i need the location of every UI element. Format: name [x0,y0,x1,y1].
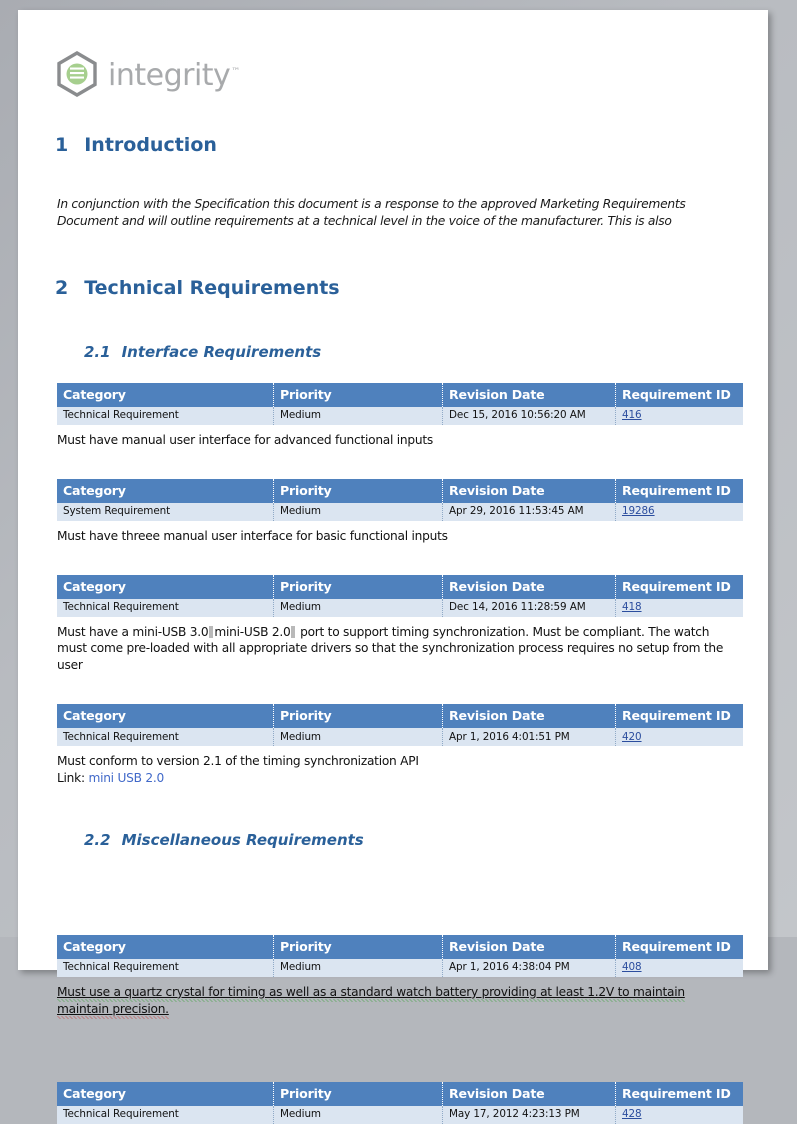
hexagon-logo-icon [55,51,99,97]
table-header-row [57,479,743,503]
cell-requirement-id [616,503,744,521]
cell-priority: Medium [274,959,443,977]
cell-revision-date: Apr 1, 2016 4:01:51 PM [443,728,616,746]
requirement-block [57,1082,738,1124]
heading-title: Technical Requirements [84,276,340,299]
requirement-block [57,479,738,545]
column-header-category: Category [57,575,274,599]
tracked-insertion-line-1: Must use a quartz crystal for timing as well as a standard watch battery providing at least 1.2V to maintain [57,985,685,1002]
cell-category: Technical Requirement [57,728,274,746]
heading-title: Miscellaneous Requirements [121,830,364,849]
column-header-priority: Priority [274,383,443,407]
cell-category: Technical Requirement [57,959,274,977]
column-header-priority: Priority [274,935,443,959]
heading-number: 2.2 [84,830,111,849]
column-header-requirement-id: Requirement ID [616,1082,744,1106]
requirement-description: Must conform to version 2.1 of the timing synchronization API [57,754,419,769]
cell-revision-date: Dec 15, 2016 10:56:20 AM [443,407,616,425]
introduction-paragraph: In conjunction with the Specification this document is a response to the approved Marketing Requirements Document and will outline requirements at a technical level in the voice of the manufacturer. This is also [57,197,686,229]
requirement-id-link[interactable]: 19286 [622,505,655,518]
requirement-link-line [57,771,738,785]
requirement-table [57,479,743,521]
comment-range-end-icon [291,626,295,638]
requirement-block [57,935,738,1018]
cell-priority: Medium [274,503,443,521]
column-header-revision-date: Revision Date [443,1082,616,1106]
requirement-table [57,575,743,617]
column-header-revision-date: Revision Date [443,935,616,959]
cell-priority: Medium [274,599,443,617]
table-header-row [57,935,743,959]
requirement-block [57,704,738,785]
cell-category: Technical Requirement [57,1106,274,1124]
document-page [18,10,768,1121]
table-row [57,728,743,746]
heading-number: 1 [55,134,69,156]
column-header-category: Category [57,1082,274,1106]
requirement-text-revised: mini-USB 2.0 [214,624,291,639]
cell-category: System Requirement [57,503,274,521]
requirement-description: Must have threee manual user interface for basic functional inputs [57,528,448,543]
column-header-priority: Priority [274,704,443,728]
column-header-category: Category [57,479,274,503]
heading-introduction [55,134,738,156]
requirement-block [57,575,738,674]
cell-requirement-id [616,599,744,617]
column-header-priority: Priority [274,1082,443,1106]
cell-category: Technical Requirement [57,407,274,425]
requirement-id-link[interactable]: 428 [622,1108,642,1121]
heading-title: Interface Requirements [121,342,322,361]
column-header-revision-date: Revision Date [443,704,616,728]
brand-logo [55,48,738,100]
requirement-table [57,935,743,977]
column-header-priority: Priority [274,575,443,599]
column-header-requirement-id: Requirement ID [616,575,744,599]
cell-requirement-id [616,959,744,977]
brand-name-text: integrity [108,57,231,93]
cell-revision-date: Dec 14, 2016 11:28:59 AM [443,599,616,617]
heading-number: 2 [55,276,69,299]
table-header-row [57,383,743,407]
column-header-requirement-id: Requirement ID [616,935,744,959]
heading-miscellaneous-requirements [84,831,738,849]
trademark-symbol: ™ [231,66,240,77]
table-row [57,503,743,521]
column-header-revision-date: Revision Date [443,479,616,503]
cell-revision-date: Apr 1, 2016 4:38:04 PM [443,959,616,977]
column-header-category: Category [57,383,274,407]
requirement-block [57,383,738,449]
column-header-requirement-id: Requirement ID [616,383,744,407]
column-header-revision-date: Revision Date [443,383,616,407]
requirement-id-link[interactable]: 420 [622,730,642,743]
column-header-category: Category [57,935,274,959]
column-header-requirement-id: Requirement ID [616,704,744,728]
cell-revision-date: May 17, 2012 4:23:13 PM [443,1106,616,1124]
requirement-description: Must have manual user interface for advanced functional inputs [57,432,433,447]
table-row [57,407,743,425]
requirement-table [57,1082,743,1124]
table-header-row [57,1082,743,1106]
cell-priority: Medium [274,407,443,425]
requirement-text-before: Must have a mini-USB 3.0 [57,624,209,639]
column-header-requirement-id: Requirement ID [616,479,744,503]
requirement-id-link[interactable]: 418 [622,601,642,614]
comment-range-start-icon [209,626,213,638]
requirement-hyperlink[interactable]: mini USB 2.0 [88,770,164,785]
requirement-description [57,984,738,1018]
requirement-table [57,383,743,425]
link-label: Link: [57,770,85,785]
requirement-id-link[interactable]: 416 [622,409,642,422]
requirement-text-after: port to support timing synchronization. Must be compliant. The watch must come pre-loaded with all appropriate drivers so that the synchronization process requires no setup from the user [57,624,724,673]
column-header-revision-date: Revision Date [443,575,616,599]
column-header-priority: Priority [274,479,443,503]
requirement-table [57,704,743,746]
table-header-row [57,575,743,599]
cell-category: Technical Requirement [57,599,274,617]
cell-requirement-id [616,1106,744,1124]
heading-technical-requirements [55,277,738,299]
cell-requirement-id [616,728,744,746]
requirement-description [57,624,738,674]
cell-priority: Medium [274,1106,443,1124]
column-header-category: Category [57,704,274,728]
brand-name [108,58,240,93]
cell-priority: Medium [274,728,443,746]
heading-title: Introduction [84,134,217,156]
table-row [57,599,743,617]
table-row [57,1106,743,1124]
table-row [57,959,743,977]
table-header-row [57,704,743,728]
heading-interface-requirements [84,343,738,361]
cell-requirement-id [616,407,744,425]
tracked-insertion-line-2: maintain precision. [57,1002,169,1019]
heading-number: 2.1 [84,342,111,361]
cell-revision-date: Apr 29, 2016 11:53:45 AM [443,503,616,521]
requirement-id-link[interactable]: 408 [622,961,642,974]
